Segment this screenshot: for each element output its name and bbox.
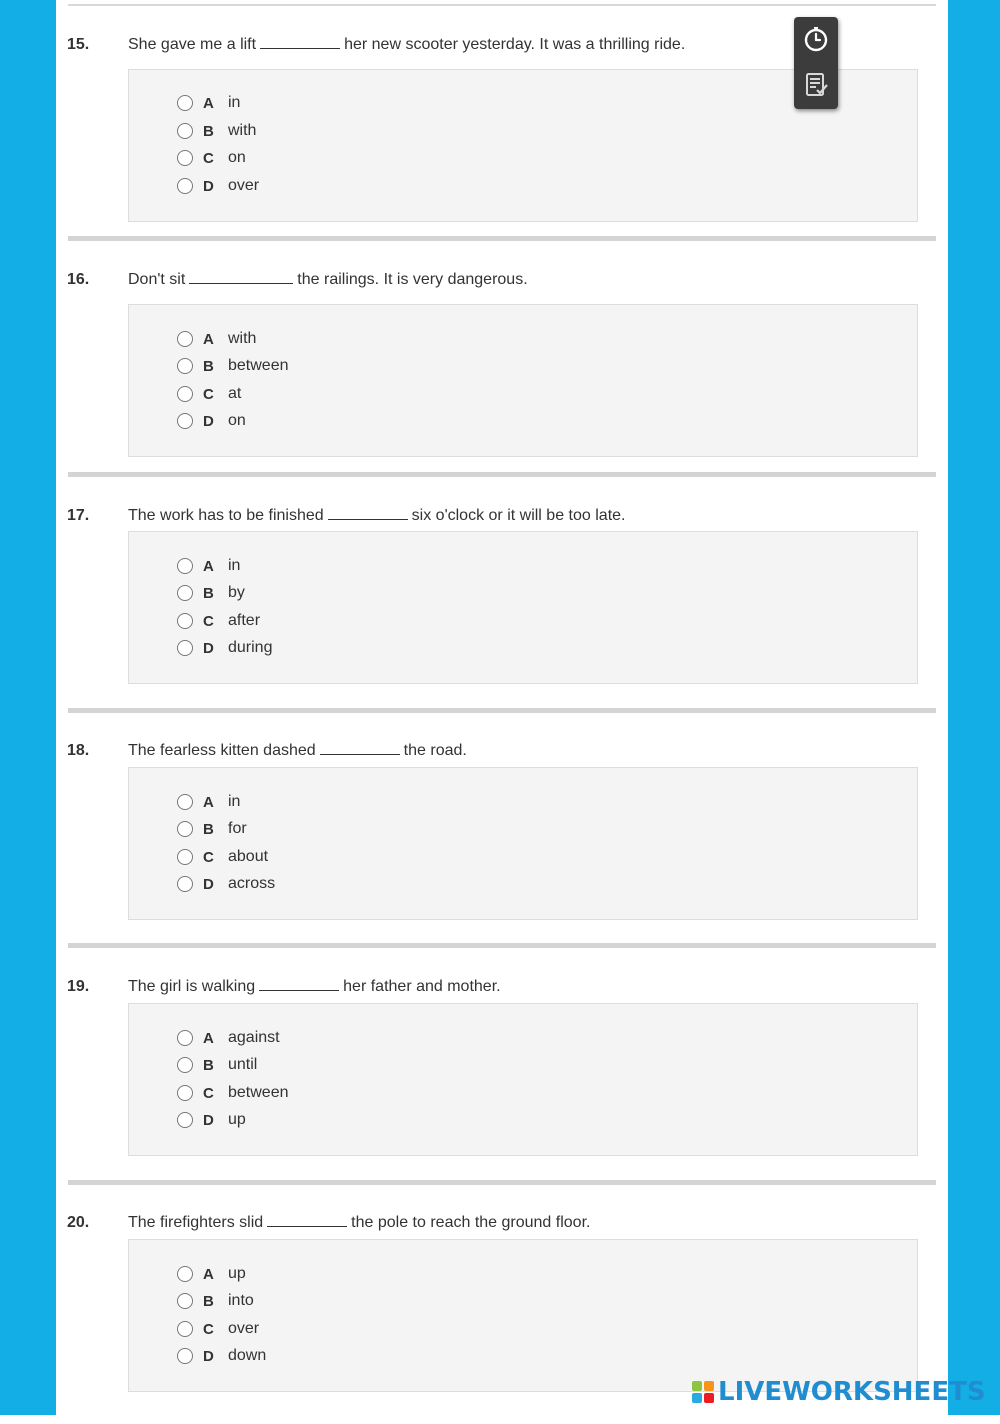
option-c[interactable] xyxy=(177,610,260,632)
radio-button[interactable] xyxy=(177,150,193,166)
option-letter: C xyxy=(203,1320,214,1338)
timer-button[interactable] xyxy=(800,23,832,55)
answer-blank xyxy=(189,282,293,284)
question-divider xyxy=(68,472,936,477)
question-text-before: Don't sit xyxy=(128,271,186,288)
worksheet-page xyxy=(56,0,948,1415)
question-number: 20. xyxy=(67,1214,90,1231)
option-d[interactable] xyxy=(177,1109,246,1131)
option-a[interactable] xyxy=(177,555,240,577)
option-text: for xyxy=(228,820,247,837)
option-a[interactable] xyxy=(177,328,256,350)
check-answers-button[interactable] xyxy=(800,69,832,101)
option-letter: C xyxy=(203,149,214,167)
option-letter: D xyxy=(203,1111,214,1129)
question-number: 15. xyxy=(67,36,90,53)
radio-button[interactable] xyxy=(177,876,193,892)
option-text: in xyxy=(228,557,241,574)
radio-button[interactable] xyxy=(177,331,193,347)
radio-button[interactable] xyxy=(177,1321,193,1337)
question-text xyxy=(128,271,528,289)
logo-text: LIVEWORKSHEETS xyxy=(718,1377,986,1407)
question-number: 18. xyxy=(67,742,90,759)
answer-sheet-check-icon xyxy=(802,71,830,99)
question-text-after: the road. xyxy=(403,742,467,759)
radio-button[interactable] xyxy=(177,413,193,429)
option-a[interactable] xyxy=(177,791,240,813)
question-text xyxy=(128,978,501,996)
option-letter: A xyxy=(203,1029,214,1047)
option-b[interactable] xyxy=(177,355,289,377)
option-text: down xyxy=(228,1347,267,1364)
radio-button[interactable] xyxy=(177,1348,193,1364)
radio-button[interactable] xyxy=(177,95,193,111)
option-d[interactable] xyxy=(177,637,272,659)
floating-toolbar xyxy=(794,17,838,109)
options-panel xyxy=(128,1239,918,1392)
radio-button[interactable] xyxy=(177,1112,193,1128)
option-a[interactable] xyxy=(177,1027,280,1049)
option-text: against xyxy=(228,1029,280,1046)
option-text: with xyxy=(228,122,257,139)
question-text-before: The work has to be finished xyxy=(128,507,324,524)
option-text: between xyxy=(228,357,289,374)
option-text: across xyxy=(228,875,276,892)
answer-blank xyxy=(259,989,339,991)
radio-button[interactable] xyxy=(177,1057,193,1073)
option-text: up xyxy=(228,1265,246,1282)
option-a[interactable] xyxy=(177,92,240,114)
radio-button[interactable] xyxy=(177,358,193,374)
option-letter: B xyxy=(203,584,214,602)
option-c[interactable] xyxy=(177,147,246,169)
option-letter: A xyxy=(203,330,214,348)
option-text: over xyxy=(228,177,260,194)
radio-button[interactable] xyxy=(177,178,193,194)
option-letter: B xyxy=(203,1292,214,1310)
question-text-before: The girl is walking xyxy=(128,978,256,995)
answer-blank xyxy=(267,1225,347,1227)
option-letter: D xyxy=(203,875,214,893)
stopwatch-icon xyxy=(802,25,830,53)
radio-button[interactable] xyxy=(177,386,193,402)
option-text: by xyxy=(228,584,245,601)
option-text: during xyxy=(228,639,273,656)
radio-button[interactable] xyxy=(177,1030,193,1046)
option-d[interactable] xyxy=(177,175,259,197)
option-letter: A xyxy=(203,557,214,575)
option-b[interactable] xyxy=(177,818,247,840)
liveworksheets-logo-icon xyxy=(692,1381,714,1403)
question-text-after: the railings. It is very dangerous. xyxy=(297,271,528,288)
top-divider xyxy=(68,4,936,6)
question-divider xyxy=(68,943,936,948)
radio-button[interactable] xyxy=(177,821,193,837)
option-letter: B xyxy=(203,122,214,140)
option-letter: B xyxy=(203,357,214,375)
option-a[interactable] xyxy=(177,1263,246,1285)
option-text: with xyxy=(228,330,257,347)
question-text-after: her new scooter yesterday. It was a thrilling ride. xyxy=(344,36,686,53)
option-letter: A xyxy=(203,793,214,811)
question-text-after: six o'clock or it will be too late. xyxy=(411,507,626,524)
question-divider xyxy=(68,236,936,241)
option-c[interactable] xyxy=(177,1082,289,1104)
option-b[interactable] xyxy=(177,1054,257,1076)
question-number: 17. xyxy=(67,507,90,524)
radio-button[interactable] xyxy=(177,585,193,601)
radio-button[interactable] xyxy=(177,849,193,865)
option-letter: D xyxy=(203,177,214,195)
question-text-before: The fearless kitten dashed xyxy=(128,742,316,759)
option-d[interactable] xyxy=(177,873,275,895)
answer-blank xyxy=(320,753,400,755)
question-17 xyxy=(56,481,948,717)
option-text: between xyxy=(228,1084,289,1101)
option-d[interactable] xyxy=(177,410,246,432)
option-text: over xyxy=(228,1320,260,1337)
question-text xyxy=(128,36,685,54)
option-text: about xyxy=(228,848,269,865)
question-text xyxy=(128,742,467,760)
options-panel xyxy=(128,304,918,457)
option-letter: B xyxy=(203,820,214,838)
question-text xyxy=(128,507,625,525)
question-18 xyxy=(56,716,948,952)
question-divider xyxy=(68,1180,936,1185)
question-text-after: her father and mother. xyxy=(343,978,501,995)
option-text: at xyxy=(228,385,242,402)
option-letter: C xyxy=(203,385,214,403)
option-letter: C xyxy=(203,1084,214,1102)
right-frame-border xyxy=(948,0,1000,1415)
options-panel xyxy=(128,1003,918,1156)
option-letter: D xyxy=(203,639,214,657)
options-panel xyxy=(128,531,918,684)
options-panel xyxy=(128,767,918,920)
question-text-after: the pole to reach the ground floor. xyxy=(351,1214,591,1231)
question-text xyxy=(128,1214,590,1232)
answer-blank xyxy=(260,47,340,49)
radio-button[interactable] xyxy=(177,1293,193,1309)
radio-button[interactable] xyxy=(177,794,193,810)
liveworksheets-logo[interactable] xyxy=(692,1376,986,1408)
option-b[interactable] xyxy=(177,1290,254,1312)
radio-button[interactable] xyxy=(177,1085,193,1101)
left-frame-border xyxy=(0,0,56,1415)
question-number: 19. xyxy=(67,978,90,995)
option-text: up xyxy=(228,1111,246,1128)
option-c[interactable] xyxy=(177,383,241,405)
option-text: until xyxy=(228,1056,258,1073)
option-letter: A xyxy=(203,94,214,112)
radio-button[interactable] xyxy=(177,613,193,629)
option-b[interactable] xyxy=(177,582,245,604)
option-letter: D xyxy=(203,1347,214,1365)
option-letter: B xyxy=(203,1056,214,1074)
answer-blank xyxy=(328,518,408,520)
radio-button[interactable] xyxy=(177,1266,193,1282)
option-text: in xyxy=(228,793,241,810)
option-letter: C xyxy=(203,612,214,630)
option-text: in xyxy=(228,94,241,111)
option-letter: C xyxy=(203,848,214,866)
option-text: after xyxy=(228,612,261,629)
option-c[interactable] xyxy=(177,846,268,868)
option-b[interactable] xyxy=(177,120,256,142)
option-text: into xyxy=(228,1292,254,1309)
option-text: on xyxy=(228,149,246,166)
option-d[interactable] xyxy=(177,1345,266,1367)
question-19 xyxy=(56,952,948,1188)
question-16 xyxy=(56,245,948,481)
option-c[interactable] xyxy=(177,1318,259,1340)
question-text-before: The firefighters slid xyxy=(128,1214,264,1231)
radio-button[interactable] xyxy=(177,558,193,574)
option-letter: A xyxy=(203,1265,214,1283)
option-letter: D xyxy=(203,412,214,430)
question-text-before: She gave me a lift xyxy=(128,36,257,53)
radio-button[interactable] xyxy=(177,123,193,139)
question-divider xyxy=(68,708,936,713)
option-text: on xyxy=(228,412,246,429)
question-number: 16. xyxy=(67,271,90,288)
radio-button[interactable] xyxy=(177,640,193,656)
